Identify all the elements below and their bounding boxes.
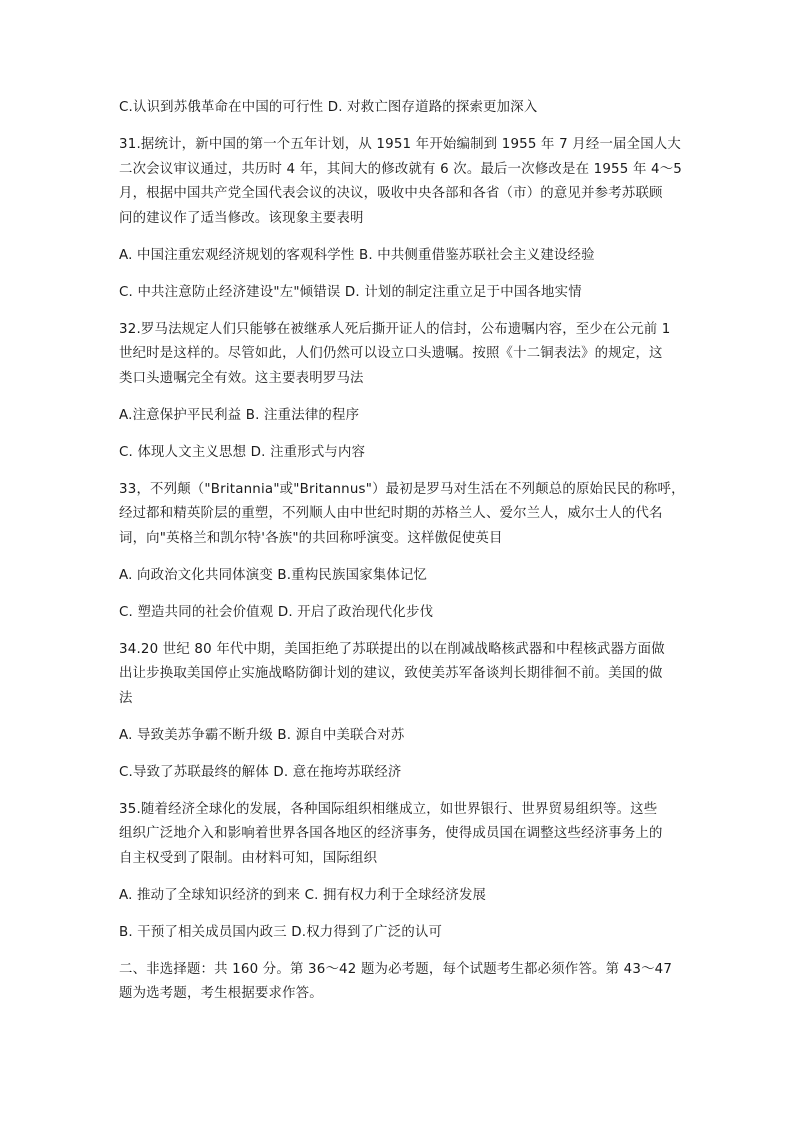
q34-options-ab: A. 导致美苏争霸不断升级 B. 源自中美联合对苏 bbox=[119, 727, 405, 743]
q33-line-1: 33，不列颠（"Britannia"或"Britannus"）最初是罗马对生活在不列颠总的原始民民的称呼， bbox=[119, 481, 685, 497]
q35-options-bd: B. 干预了相关成员国内政三 D.权力得到了广泛的认可 bbox=[119, 924, 443, 940]
q35-options-ac: A. 推动了全球知识经济的到来 C. 拥有权力利于全球经济发展 bbox=[119, 887, 487, 903]
q32-line-1: 32.罗马法规定人们只能够在被继承人死后撕开证人的信封，公布遗嘱内容，至少在公元前 1 bbox=[119, 321, 671, 337]
q33-line-2: 经过都和精英阶层的重塑，不列顺人由中世纪时期的苏格兰人、爱尔兰人，威尔士人的代名 bbox=[119, 506, 663, 521]
q32-line-2: 世纪时是这样的。尽管如此，人们仍然可以设立口头遗嘱。按照《十二铜表法》的规定，这 bbox=[119, 346, 663, 361]
q33-line-3: 词，向"英格兰和凯尔特'各族"的共回称呼演变。这样傲促使英目 bbox=[119, 530, 503, 546]
q32-options-cd: C. 体现人文主义思想 D. 注重形式与内容 bbox=[119, 444, 366, 460]
q32-options-ab: A.注意保护平民利益 B. 注重法律的程序 bbox=[119, 407, 360, 423]
q31-line-1: 31.据统计，新中国的第一个五年计划，从 1951 年开始编制到 1955 年 7 月经一届全国人大 bbox=[119, 137, 682, 152]
q34-line-1: 34.20 世纪 80 年代中期，美国拒绝了苏联提出的以在削减战略核武器和中程核武器方面做 bbox=[119, 641, 665, 657]
q31-line-2: 二次会议审议通过，共历时 4 年，其间大的修改就有 6 次。最后一次修改是在 1955 年 4～5 bbox=[119, 161, 683, 177]
q31-line-4: 问的建议作了适当修改。该现象主要表明 bbox=[119, 210, 364, 226]
question-35-stem bbox=[119, 798, 679, 872]
question-34-stem bbox=[119, 638, 679, 712]
q35-line-2: 组织广泛地介入和影响着世界各国各地区的经济事务，使得成员国在调整这些经济事务上的 bbox=[119, 826, 663, 841]
q35-line-1: 35.随着经济全球化的发展，各种国际组织相继成立，如世界银行、世界贸易组织等。这些 bbox=[119, 801, 658, 817]
q34-line-3: 法 bbox=[119, 690, 133, 706]
question-33-stem bbox=[119, 478, 685, 552]
section-2-line-2: 题为选考题，考生根据要求作答。 bbox=[119, 986, 323, 1001]
q35-line-3: 自主权受到了限制。由材料可知，国际组织 bbox=[119, 850, 378, 866]
question-31-stem bbox=[119, 133, 683, 231]
section-2-line-1: 二、非选择题：共 160 分。第 36～42 题为必考题，每个试题考生都必须作答。第 43～47 bbox=[119, 961, 673, 977]
q30-options-line: C.认识到苏俄革命在中国的可行性 D. 对救亡图存道路的探索更加深入 bbox=[119, 100, 538, 115]
q31-options-ab: A. 中国注重宏观经济规划的客观科学性 B. 中共侧重借鉴苏联社会主义建设经验 bbox=[119, 247, 595, 263]
section-2-instructions bbox=[119, 958, 679, 1007]
q32-line-3: 类口头遗嘱完全有效。这主要表明罗马法 bbox=[119, 370, 364, 386]
question-32-stem bbox=[119, 318, 679, 392]
q34-options-cd: C.导致了苏联最终的解体 D. 意在拖垮苏联经济 bbox=[119, 764, 402, 780]
q33-options-ab: A. 向政治文化共同体演变 B.重构民族国家集体记忆 bbox=[119, 567, 428, 583]
exam-page bbox=[119, 96, 685, 1019]
q34-line-2: 出让步换取美国停止实施战略防御计划的建议，致使美苏军备谈判长期徘徊不前。美国的做 bbox=[119, 666, 663, 681]
q31-options-cd: C. 中共注意防止经济建设"左"倾错误 D. 计划的制定注重立足于中国各地实情 bbox=[119, 284, 582, 300]
q31-line-3: 月，根据中国共产党全国代表会议的决议，吸收中央各部和各省（市）的意见并参考苏联顾 bbox=[119, 186, 663, 201]
q33-options-cd: C. 塑造共同的社会价值观 D. 开启了政治现代化步伐 bbox=[119, 604, 434, 620]
